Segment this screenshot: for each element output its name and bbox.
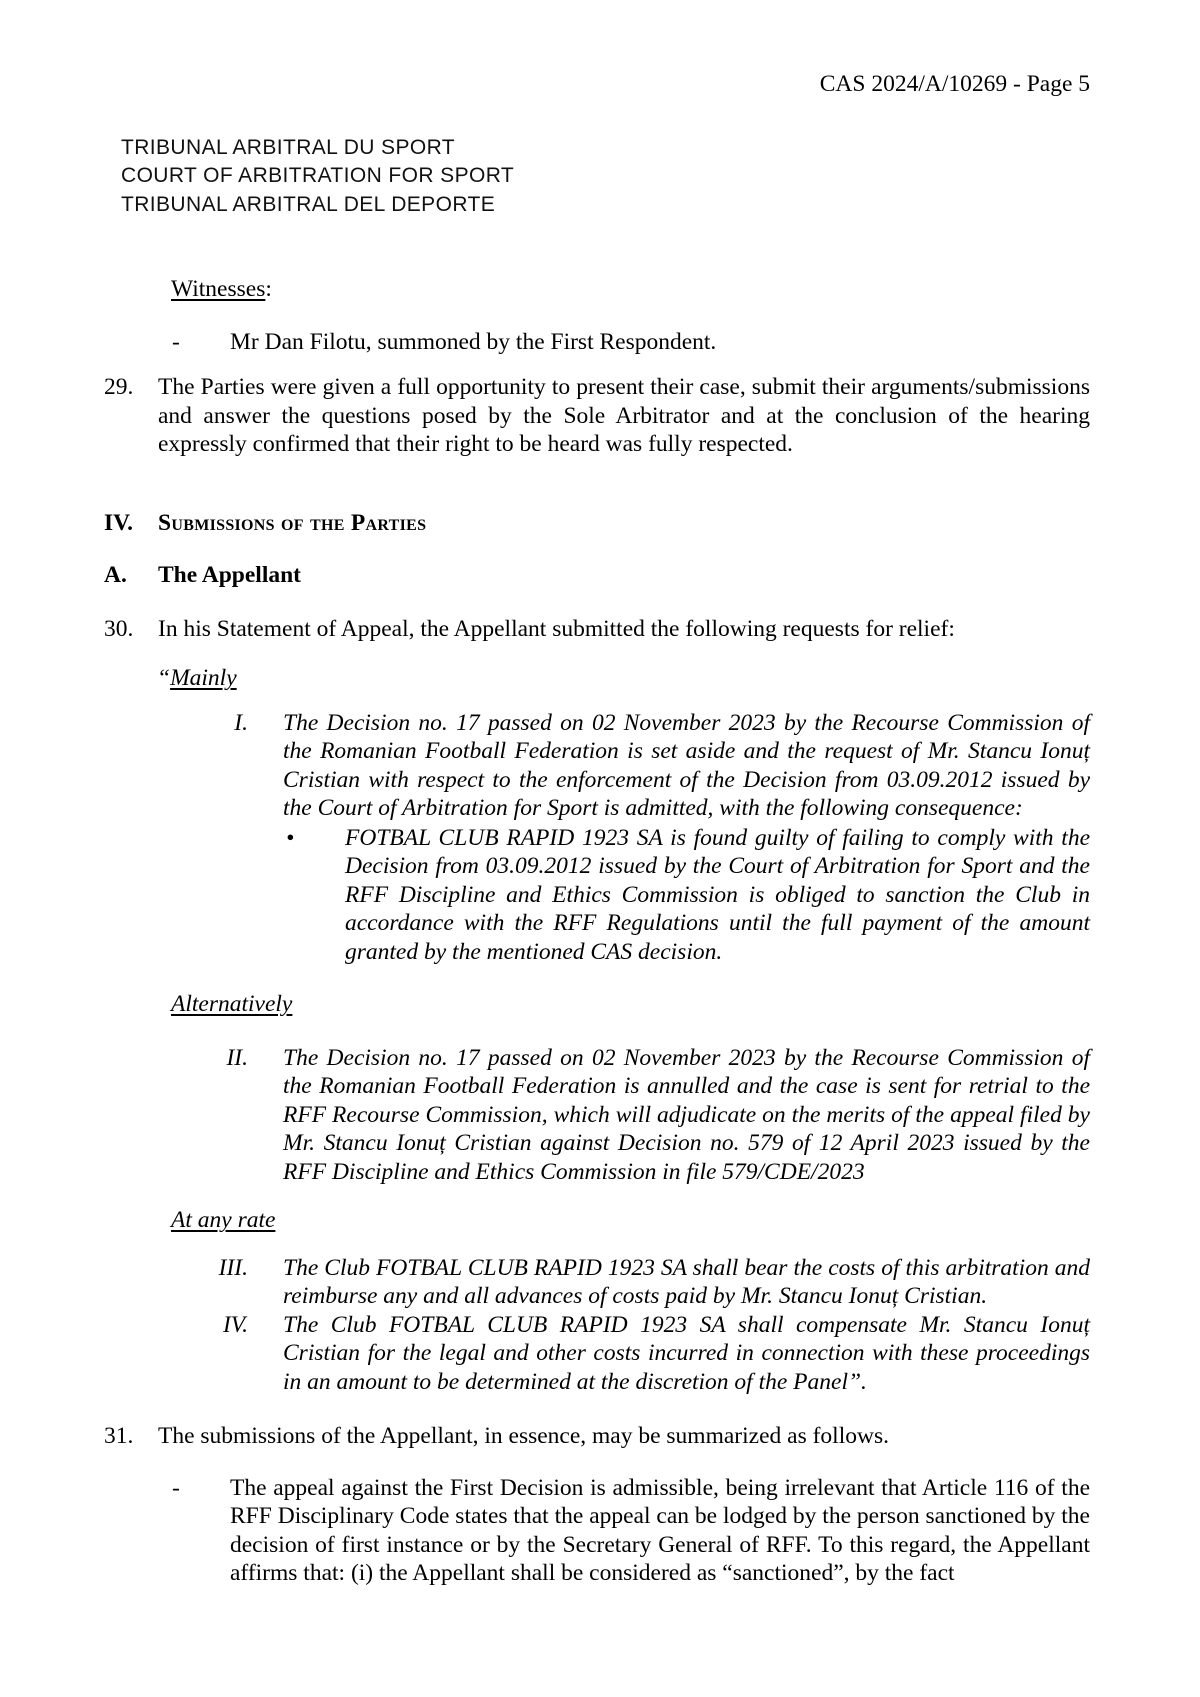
relief-item-text: The Club FOTBAL CLUB RAPID 1923 SA shall compensate Mr. Stancu Ionuț Cristian for the legal and other costs incurred in connection with these proceedings in an amount to be determined at the discretion of the Panel”. [283, 1311, 1090, 1395]
relief-item-3 [205, 1254, 1090, 1311]
relief-heading-at-any-rate [171, 1206, 1090, 1235]
bullet-marker: • [286, 824, 295, 851]
relief-heading-mainly [157, 664, 1090, 693]
witnesses-heading [171, 275, 1090, 304]
paragraph-30 [104, 615, 1090, 644]
section-title: Submissions of the Parties [158, 509, 427, 536]
paragraph-number: 30. [104, 615, 134, 642]
paragraph-29 [104, 373, 1090, 459]
relief-heading-label: Mainly [170, 665, 237, 692]
paragraph-text: In his Statement of Appeal, the Appellant submitted the following requests for relief: [158, 615, 955, 642]
relief-item-text: The Decision no. 17 passed on 02 November 2023 by the Recourse Commission of the Romanian Football Federation is annulled and the case is sent for retrial to the RFF Recourse Commission, which will adjudicate on the merits of the appeal filed by Mr. Stancu Ionuț Cristian against Decision no. 579 of 12 April 2023 issued by the RFF Discipline and Ethics Commission in file 579/CDE/2023 [283, 1044, 1090, 1185]
relief-item-text: The Decision no. 17 passed on 02 November 2023 by the Recourse Commission of the Romanian Football Federation is set aside and the request of Mr. Stancu Ionuț Cristian with respect to the enforcement of the Decision from 03.09.2012 issued by the Court of Arbitration for Sport is admitted, with the following consequence: [283, 709, 1090, 822]
witness-text: Mr Dan Filotu, summoned by the First Respondent. [230, 328, 717, 355]
open-quote: “ [157, 665, 171, 692]
relief-item-number: III. [218, 1254, 248, 1281]
section-number: A. [104, 562, 127, 589]
witness-list-item [172, 328, 1090, 357]
bullet-text: FOTBAL CLUB RAPID 1923 SA is found guilty of failing to comply with the Decision from 03.09.2012 issued by the Court of Arbitration for Sport and the RFF Discipline and Ethics Commission is obliged to sanction the Club in accordance with the RFF Regulations until the full payment of the amount granted by the mentioned CAS decision. [345, 824, 1090, 965]
letterhead [121, 134, 1090, 221]
submission-text: The appeal against the First Decision is admissible, being irrelevant that Article 116 of the RFF Disciplinary Code states that the appeal can be lodged by the person sanctioned by the decision of first instance or by the Secretary General of RFF. To this regard, the Appellant affirms that: (i) the Appellant shall be considered as “sanctioned”, by the fact [230, 1474, 1090, 1587]
relief-item-number: I. [234, 709, 248, 736]
letterhead-line-english: COURT OF ARBITRATION FOR SPORT [121, 164, 515, 188]
paragraph-text: The submissions of the Appellant, in essence, may be summarized as follows. [158, 1423, 889, 1450]
paragraph-31 [104, 1422, 1090, 1451]
page-header-case-number: CAS 2024/A/10269 - Page 5 [819, 71, 1090, 97]
witnesses-label: Witnesses [171, 276, 266, 303]
relief-item-2 [205, 1044, 1090, 1187]
submission-point-1 [172, 1474, 1090, 1588]
relief-heading-alternatively [171, 990, 1090, 1019]
section-heading-iv [104, 509, 1090, 538]
dash-marker: - [172, 328, 180, 355]
paragraph-number: 31. [104, 1423, 134, 1450]
relief-item-1 [205, 709, 1090, 823]
section-heading-a [104, 561, 1090, 590]
relief-item-number: IV. [222, 1311, 248, 1338]
paragraph-number: 29. [104, 374, 134, 401]
relief-item-number: II. [226, 1044, 248, 1071]
relief-item-4 [205, 1311, 1090, 1397]
relief-item-1-bullet [286, 824, 1090, 967]
letterhead-line-french: TRIBUNAL ARBITRAL DU SPORT [121, 135, 456, 159]
section-number: IV. [104, 509, 133, 536]
relief-heading-label: Alternatively [171, 991, 293, 1018]
dash-marker: - [172, 1474, 180, 1501]
relief-item-text: The Club FOTBAL CLUB RAPID 1923 SA shall bear the costs of this arbitration and reimburse any and all advances of costs paid by Mr. Stancu Ionuț Cristian. [283, 1254, 1090, 1310]
paragraph-text: The Parties were given a full opportunity to present their case, submit their arguments/submissions and answer the questions posed by the Sole Arbitrator and at the conclusion of the hearing expressly confirmed that their right to be heard was fully respected. [158, 374, 1090, 458]
witnesses-colon: : [265, 276, 272, 303]
letterhead-line-spanish: TRIBUNAL ARBITRAL DEL DEPORTE [121, 193, 496, 217]
section-title: The Appellant [158, 562, 301, 589]
relief-heading-label: At any rate [171, 1207, 276, 1234]
